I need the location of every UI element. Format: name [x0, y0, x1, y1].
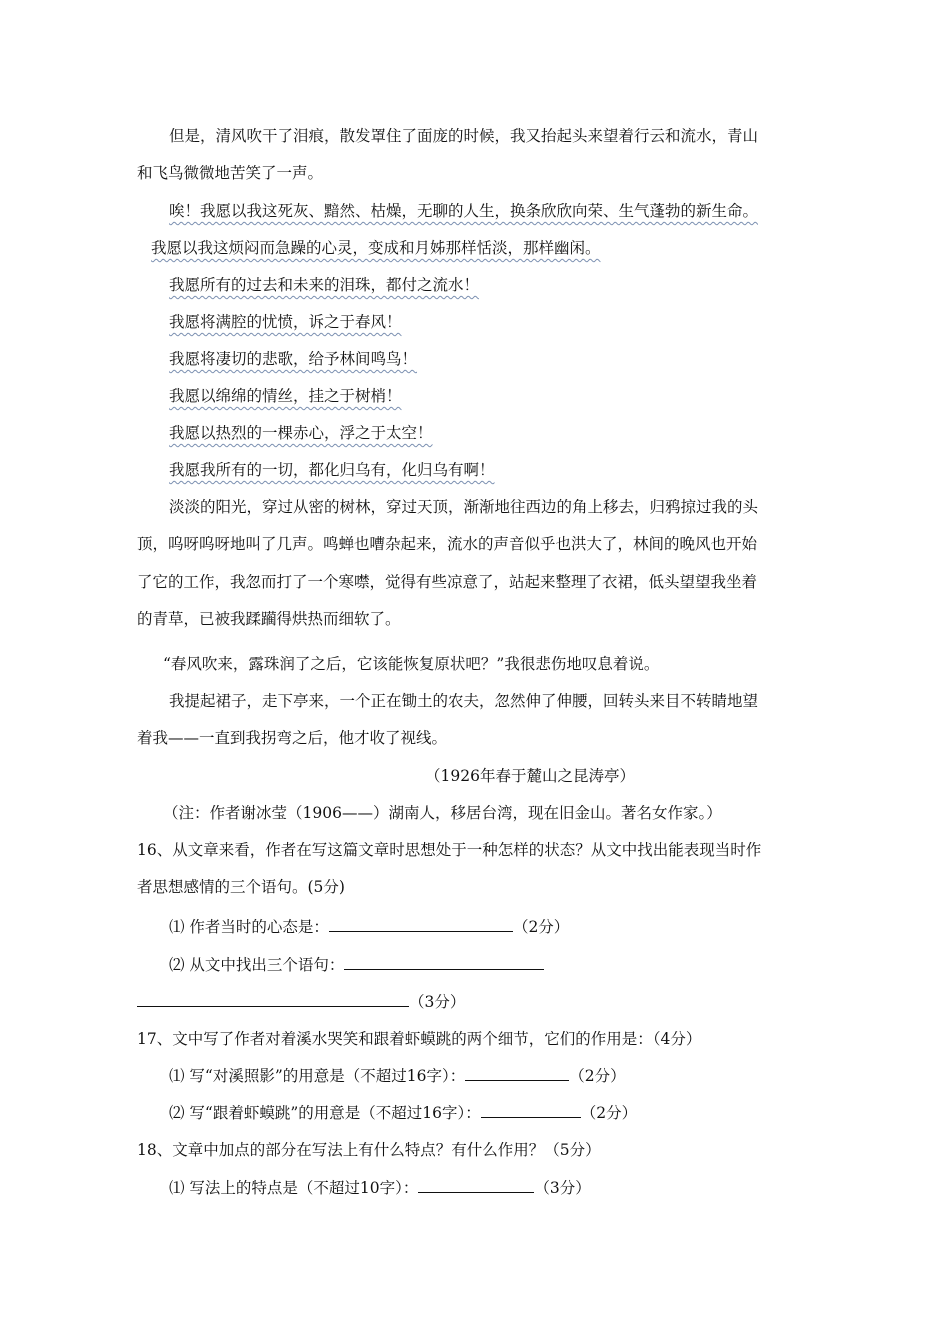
question-16-line-2: 者思想感情的三个语句。(5分) — [137, 878, 345, 896]
question-16-part-2 — [137, 947, 845, 984]
wavy-underlined-text: 我愿以热烈的一棵赤心，浮之于太空！ — [169, 424, 433, 442]
score: （3分） — [409, 993, 466, 1011]
question-label: ⑵ 写“跟着虾蟆跳”的用意是（不超过16字）： — [169, 1104, 481, 1122]
paragraph-4: “春风吹来，露珠润了之后，它该能恢复原状吧？”我很悲伤地叹息着说。 — [163, 655, 660, 673]
wish-line-3 — [137, 341, 845, 378]
question-16-part-1 — [137, 909, 845, 946]
wavy-underlined-text: 我愿我所有的一切，都化归乌有，化归乌有啊！ — [169, 461, 495, 479]
paragraph-2-line-2 — [137, 230, 813, 267]
question-18-part-1 — [137, 1170, 845, 1207]
question-16-part-2-continued — [137, 984, 813, 1021]
wish-line-5 — [137, 415, 845, 452]
wavy-underlined-text: 我愿以绵绵的情丝，挂之于树梢！ — [169, 387, 402, 405]
date-line: （1926年春于麓山之昆涛亭） — [425, 767, 635, 785]
author-note: （注：作者谢冰莹（1906——）湖南人，移居台湾，现在旧金山。著名女作家。） — [163, 804, 722, 822]
paragraph-2-line-1 — [137, 193, 845, 230]
wish-line-2 — [137, 304, 845, 341]
wavy-underlined-text: 唉！我愿以我这死灰、黯然、枯燥，无聊的人生，换条欣欣向荣、生气蓬勃的新生命。 — [169, 202, 759, 220]
question-label: ⑵ 从文中找出三个语句： — [169, 956, 345, 974]
answer-blank[interactable] — [344, 951, 544, 970]
question-label: ⑴ 写法上的特点是（不超过10字）： — [169, 1179, 419, 1197]
question-label: ⑴ 作者当时的心态是： — [169, 918, 329, 936]
question-18: 18、文章中加点的部分在写法上有什么特点？有什么作用？（5分） — [137, 1141, 601, 1159]
paragraph-1-line-1: 但是，清风吹干了泪痕，散发罩住了面庞的时候，我又抬起头来望着行云和流水，青山 — [169, 127, 759, 145]
wish-line-4 — [137, 378, 845, 415]
paragraph-1-line-2: 和飞鸟微微地苦笑了一声。 — [137, 164, 324, 182]
answer-blank[interactable] — [329, 913, 513, 932]
answer-blank[interactable] — [418, 1174, 534, 1193]
question-label: ⑴ 写“对溪照影”的用意是（不超过16字）： — [169, 1067, 466, 1085]
question-17-part-2 — [137, 1095, 845, 1132]
question-17-part-1 — [137, 1058, 845, 1095]
wavy-underlined-text: 我愿所有的过去和未来的泪珠，都付之流水！ — [169, 276, 480, 294]
score: （2分） — [512, 918, 570, 936]
score: （3分） — [534, 1179, 591, 1197]
question-16-line-1: 16、从文章来看，作者在写这篇文章时思想处于一种怎样的状态？从文中找出能表现当时作 — [137, 841, 762, 859]
paragraph-3-line-1: 淡淡的阳光，穿过从密的树林，穿过天顶，渐渐地往西边的角上移去，归鸦掠过我的头 — [169, 498, 759, 516]
wavy-underlined-text: 我愿以我这烦闷而急躁的心灵，变成和月姊那样恬淡，那样幽闲。 — [151, 239, 601, 257]
wish-line-1 — [137, 267, 845, 304]
answer-blank[interactable] — [137, 988, 409, 1007]
paragraph-5-line-2: 着我——一直到我拐弯之后，他才收了视线。 — [137, 729, 448, 747]
wavy-underlined-text: 我愿将凄切的悲歌，给予林间鸣鸟！ — [169, 350, 418, 368]
wish-line-6 — [137, 452, 845, 489]
score: （2分） — [569, 1067, 626, 1085]
paragraph-5-line-1: 我提起裙子，走下亭来，一个正在锄土的农夫，忽然伸了伸腰，回转头来目不转睛地望 — [169, 692, 759, 710]
answer-blank[interactable] — [481, 1099, 581, 1118]
paragraph-3-line-2: 顶，呜呀呜呀地叫了几声。鸣蝉也嘈杂起来，流水的声音似乎也洪大了，林间的晚风也开始 — [137, 535, 758, 553]
answer-blank[interactable] — [465, 1062, 569, 1081]
paragraph-3-line-4: 的青草，已被我蹂躏得烘热而细软了。 — [137, 610, 401, 628]
paragraph-3-line-3: 了它的工作，我忽而打了一个寒噤，觉得有些凉意了，站起来整理了衣裙，低头望望我坐着 — [137, 573, 758, 591]
score: （2分） — [580, 1104, 638, 1122]
wavy-underlined-text: 我愿将满腔的忧愤，诉之于春风！ — [169, 313, 402, 331]
question-17: 17、文中写了作者对着溪水哭笑和跟着虾蟆跳的两个细节，它们的作用是：（4分） — [137, 1030, 702, 1048]
